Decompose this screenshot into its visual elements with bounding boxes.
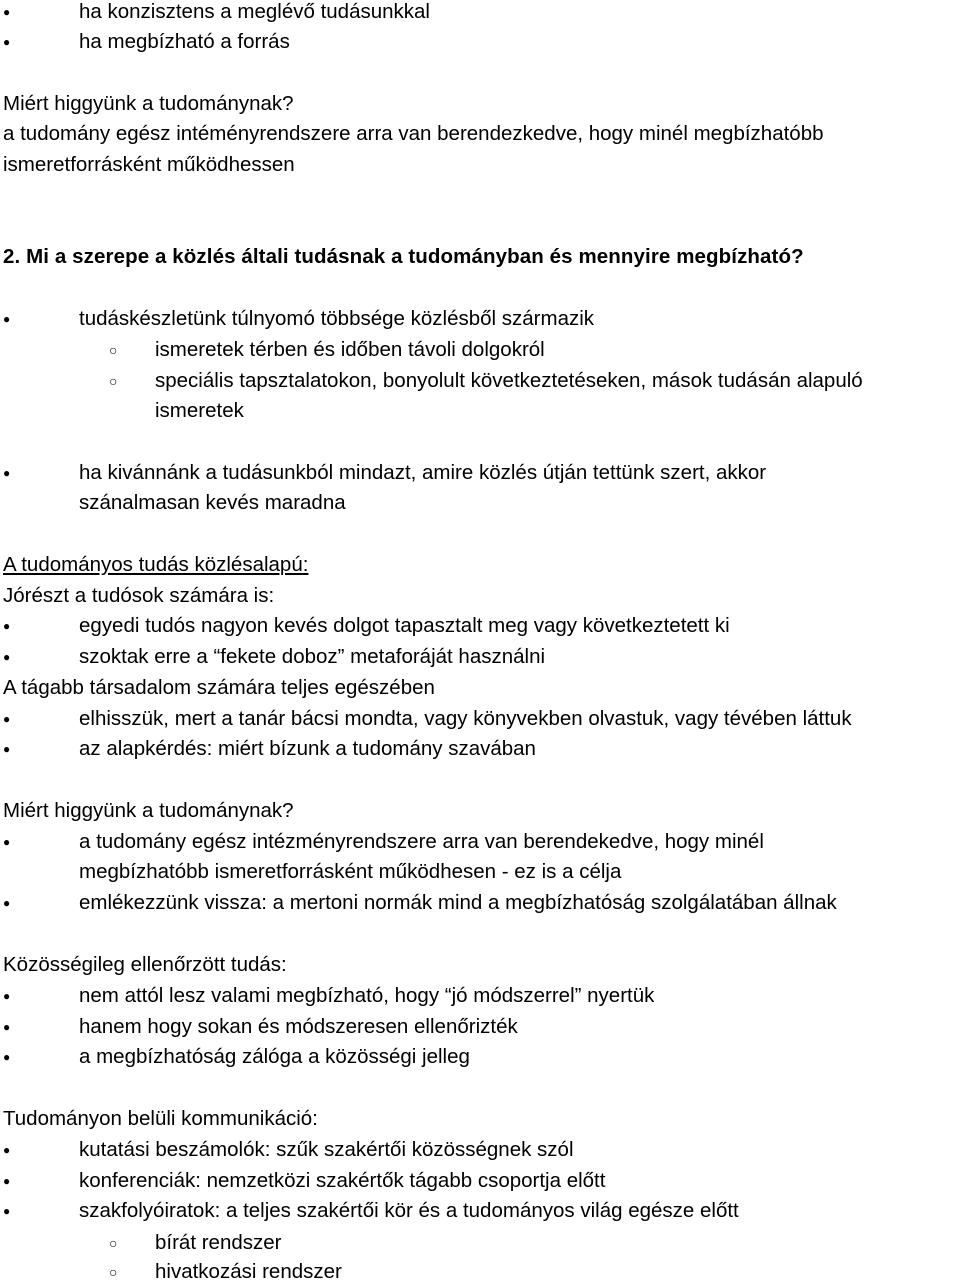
bullet-item: ● egyedi tudós nagyon kevés dolgot tapasztalt meg vagy következtetett ki xyxy=(79,611,730,641)
bullet-item: ● a tudomány egész intézményrendszere arra van berendekedve, hogy minél xyxy=(79,827,764,857)
subsection-heading: A tudományos tudás közlésalapú: xyxy=(3,553,309,576)
paragraph-text: A tágabb társadalom számára teljes egészében xyxy=(3,676,435,699)
paragraph-text: ismeretforrásként működhessen xyxy=(3,153,295,176)
paragraph-heading: Közösségileg ellenőrzött tudás: xyxy=(3,953,287,976)
sub-bullet-item: ○ hivatkozási rendszer xyxy=(155,1257,342,1287)
paragraph-text: a tudomány egész intéményrendszere arra van berendezkedve, hogy minél megbízhatóbb xyxy=(3,122,824,145)
bullet-continuation: megbízhatóbb ismeretforrásként működhesen - ez is a célja xyxy=(79,860,622,883)
sub-bullet-item: ○ bírát rendszer xyxy=(155,1228,281,1258)
bullet-continuation: szánalmasan kevés maradna xyxy=(79,491,346,514)
bullet-item: ● szakfolyóiratok: a teljes szakértői kör és a tudományos világ egésze előtt xyxy=(79,1196,739,1226)
sub-bullet-item: ○ speciális tapsztalatokon, bonyolult következtetéseken, mások tudásán alapuló xyxy=(155,366,863,396)
paragraph-question: Miért higgyünk a tudománynak? xyxy=(3,92,294,115)
bullet-item: ● az alapkérdés: miért bízunk a tudomány szavában xyxy=(79,734,536,764)
bullet-item: ● konferenciák: nemzetközi szakértők tágabb csoportja előtt xyxy=(79,1166,605,1196)
bullet-item: ● hanem hogy sokan és módszeresen ellenőrizték xyxy=(79,1012,518,1042)
sub-bullet-item: ○ ismeretek térben és időben távoli dolgokról xyxy=(155,335,545,365)
sub-bullet-continuation: ismeretek xyxy=(155,399,244,422)
paragraph-question: Miért higgyünk a tudománynak? xyxy=(3,799,294,822)
section-heading: 2. Mi a szerepe a közlés általi tudásnak a tudományban és mennyire megbízható? xyxy=(3,245,804,268)
bullet-item: ● elhisszük, mert a tanár bácsi mondta, vagy könyvekben olvastuk, vagy tévében láttuk xyxy=(79,704,852,734)
paragraph-heading: Tudományon belüli kommunikáció: xyxy=(3,1107,318,1130)
bullet-item: ● a megbízhatóság zálóga a közösségi jelleg xyxy=(79,1042,470,1072)
paragraph-text: Jórészt a tudósok számára is: xyxy=(3,584,275,607)
bullet-item: ● ha megbízható a forrás xyxy=(79,27,290,57)
bullet-item: ● kutatási beszámolók: szűk szakértői közösségnek szól xyxy=(79,1135,574,1165)
bullet-item: ● ha kivánnánk a tudásunkból mindazt, amire közlés útján tettünk szert, akkor xyxy=(79,458,766,488)
bullet-item: ● tudáskészletünk túlnyomó többsége közlésből származik xyxy=(79,304,594,334)
bullet-item: ● emlékezzünk vissza: a mertoni normák mind a megbízhatóság szolgálatában állnak xyxy=(79,888,837,918)
bullet-item: ● nem attól lesz valami megbízható, hogy “jó módszerrel” nyertük xyxy=(79,981,654,1011)
bullet-item: ● szoktak erre a “fekete doboz” metaforáját használni xyxy=(79,642,545,672)
bullet-item: ● ha konzisztens a meglévő tudásunkkal xyxy=(79,0,430,27)
